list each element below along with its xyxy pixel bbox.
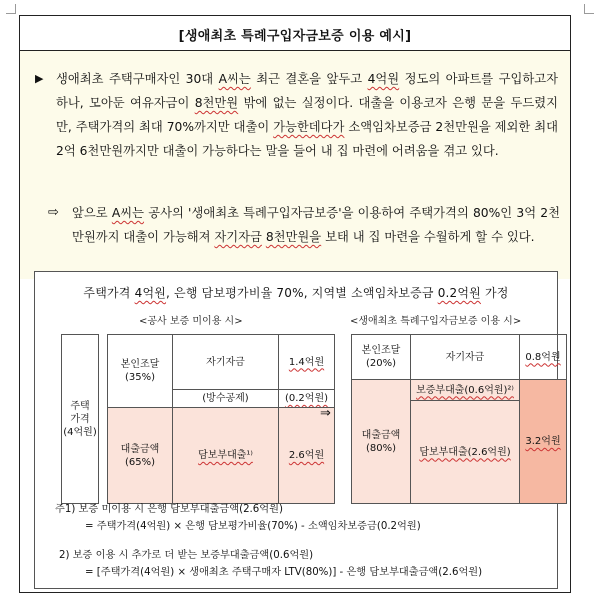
calculation-box	[34, 271, 561, 589]
p2-text-g: 보태 내 집 마련을 수월하게 할 수 있다.	[321, 230, 535, 244]
footnote-2: 2) 보증 이용 시 추가로 더 받는 보증부대출금액(0.6억원)	[59, 550, 314, 561]
triangle-bullet-icon: ▶	[35, 72, 44, 85]
left-own-funds-pct: (35%)	[124, 372, 156, 383]
footnote-1: 주1) 보증 미이용 시 은행 담보부대출금액(2.6억원)	[55, 504, 283, 515]
example-box	[19, 15, 571, 593]
right-own-funds-label: 본인조달	[361, 345, 401, 356]
left-caption: <공사 보증 미이용 시>	[139, 316, 243, 327]
left-loan-label: 대출금액	[120, 443, 160, 455]
assume-a: 주택가격	[83, 286, 135, 300]
p1-text-c: 최근 결혼을 앞두고	[250, 72, 368, 86]
crop-mark-top-left	[6, 4, 16, 14]
left-own-funds-label: 본인조달	[120, 359, 160, 370]
p2-text-a: 앞으로	[72, 206, 112, 220]
p1-text-a: 생애최초 주택구매자인 30대	[56, 72, 219, 86]
house-price-line3: (4억원)	[63, 426, 97, 438]
p2-text-c: 공사의 '생애최초 특례구입자금보증'을 이용하여 주택가격의 80%인 3억 2천만원까지 대출이 가능해져	[72, 206, 560, 244]
left-mortgage-amount-cell	[278, 407, 335, 504]
assume-b: 4억원	[134, 286, 167, 300]
p1-text-e: 정도의 아파트를 구입하고자 하나, 모아둔 여유자금이	[56, 72, 558, 110]
right-mortgage-cell	[410, 400, 520, 504]
left-loan-pct: (65%)	[124, 456, 156, 468]
p1-text-g: 밖에 없는 실정이다. 대출을 이용코자 은행 문을 두드렸지만, 주택가격의 최대 70%까지만 대출이	[56, 96, 558, 134]
house-price-cell	[61, 334, 99, 504]
p2-text-d: 자기자금	[214, 230, 262, 244]
right-own-money-amount-cell	[519, 334, 567, 380]
right-loan-label: 대출금액	[361, 429, 401, 441]
narrative-paragraph-2	[72, 201, 560, 249]
left-deduction-amount: (0.2억원)	[284, 393, 329, 404]
right-guarantee-label: 보증부대출(0.6억원)²⁾	[416, 384, 514, 396]
left-loan-cell	[107, 407, 173, 504]
left-own-money-label: 자기자금	[206, 356, 245, 368]
p2-text-b: A씨는	[111, 206, 145, 220]
crop-mark-top-right	[584, 4, 594, 14]
right-own-funds-cell	[351, 334, 411, 380]
right-own-money-amount: 0.8억원	[525, 351, 561, 363]
p2-text-f: 8천만원을	[265, 230, 322, 244]
p1-text-d: 4억원	[367, 72, 400, 86]
assume-d: 0.2억원	[437, 286, 481, 300]
assume-c: , 은행 담보평가비율 70%, 지역별 소액임차보증금	[166, 286, 438, 300]
right-arrow-icon: ⇒	[320, 406, 331, 421]
hollow-arrow-icon: ⇨	[48, 205, 59, 220]
right-loan-cell	[351, 379, 411, 504]
right-own-money-label: 자기자금	[445, 351, 485, 363]
narrative-paragraph-1	[56, 67, 558, 163]
left-own-funds-cell	[107, 334, 173, 408]
assumption-line	[35, 284, 557, 301]
left-own-money-cell	[172, 334, 279, 390]
p1-text-h: 가능한데다가	[273, 120, 345, 134]
right-loan-total: 3.2억원	[525, 436, 561, 447]
p1-text-i: 소액임차보증금 2천만원을 제외한 최대 2억 6천만원까지만 대출이 가능하다는 말을 들어 내 집 마련에 어려움을 겪고 있다.	[56, 120, 558, 158]
right-own-funds-pct: (20%)	[365, 358, 397, 369]
left-mortgage-amount: 2.6억원	[288, 450, 325, 461]
p1-text-f: 8천만원	[194, 96, 239, 110]
left-mortgage-label: 담보부대출¹⁾	[198, 450, 253, 461]
footnote-2-formula: = [주택가격(4억원) × 생애최초 주택구매자 LTV(80%)] - 은행 담보부대출금액(2.6억원)	[85, 567, 483, 578]
left-own-money-amount-cell	[278, 334, 335, 390]
right-own-money-cell	[410, 334, 520, 380]
right-guarantee-cell	[410, 379, 520, 401]
right-loan-total-cell	[519, 379, 567, 504]
house-price-line2: 가격	[70, 413, 90, 425]
footnote-1-formula: = 주택가격(4억원) × 은행 담보평가비율(70%) - 소액임차보증금(0.2억원)	[85, 521, 421, 532]
right-loan-pct: (80%)	[365, 442, 397, 454]
box-title: [생애최초 특례구입자금보증 이용 예시]	[178, 29, 412, 44]
right-caption: <생애최초 특례구입자금보증 이용 시>	[350, 316, 522, 327]
left-mortgage-cell	[172, 407, 279, 504]
left-own-money-amount: 1.4억원	[288, 356, 325, 368]
left-deduction-label: (방수공제)	[202, 393, 249, 404]
left-deduction-cell	[172, 389, 279, 408]
p1-text-b: A씨는	[218, 72, 251, 86]
house-price-line1: 주택	[70, 400, 90, 412]
right-mortgage-label: 담보부대출(2.6억원)	[419, 446, 511, 458]
assume-e: 가정	[480, 286, 509, 300]
